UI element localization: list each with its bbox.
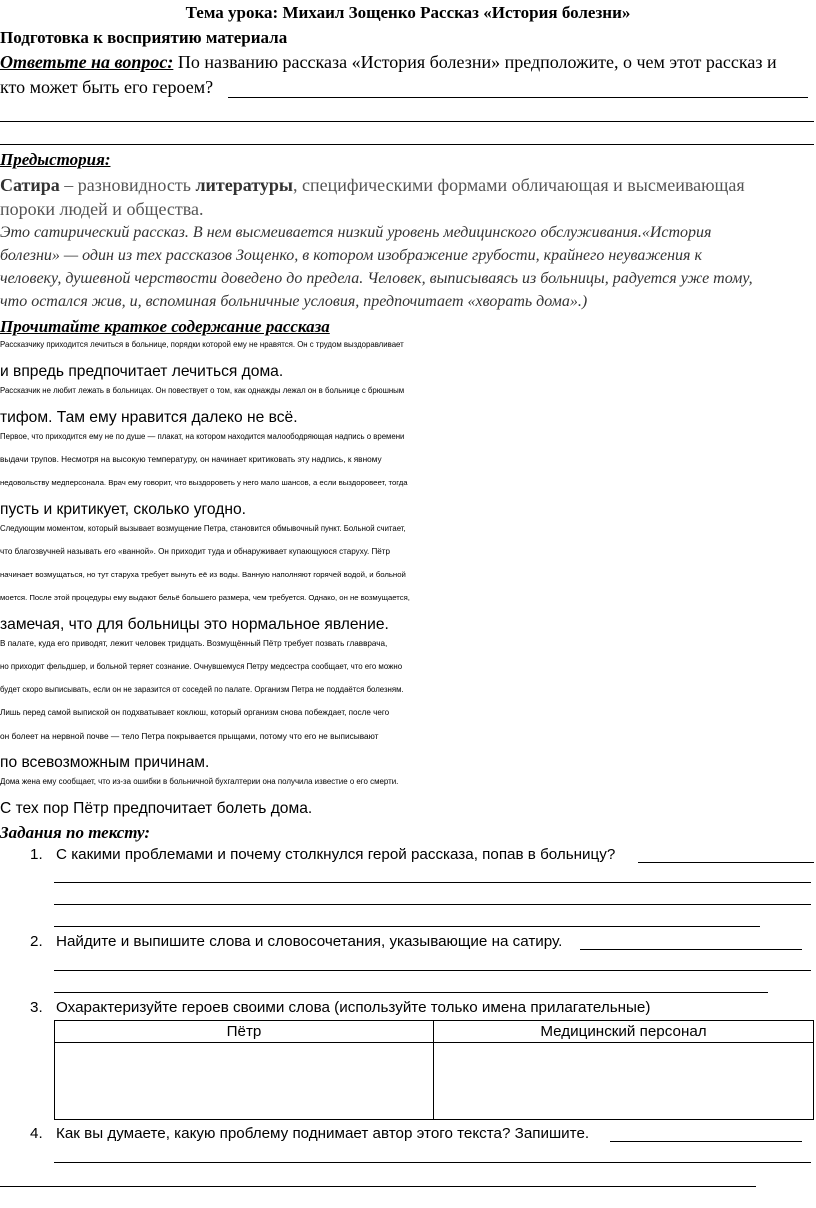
italic-line: человеку, душевной черствости доведено до предела. Человек, выписываясь из больницы, радуется уже тому, [0, 270, 753, 287]
literature-term: литературы [195, 175, 293, 195]
answer-line[interactable] [54, 904, 811, 905]
summary-line: моется. После этой процедуры ему выдают бельё большего размера, чем требуется. Однако, он не возмущается, [0, 593, 410, 602]
answer-line[interactable] [638, 862, 814, 863]
satire-term: Сатира [0, 175, 60, 195]
summary-line: недовольству медперсонала. Врач ему говорит, что выздороветь у него мало шансов, а если выздоровеет, тогда [0, 478, 408, 487]
satire-def-part: , специфическими формами обличающая и высмеивающая [292, 175, 745, 195]
summary-line: он болеет на нервной почве — тело Петра покрывается прыщами, потому что его не выписывают [0, 731, 379, 741]
answer-line[interactable] [0, 144, 814, 145]
answer-line[interactable] [580, 949, 802, 950]
answer-line[interactable] [54, 882, 811, 883]
answer-line[interactable] [54, 1162, 811, 1163]
question-line-2: кто может быть его героем? [0, 77, 214, 97]
task-1-text: С какими проблемами и почему столкнулся герой рассказа, попав в больницу? [56, 846, 616, 863]
italic-line: Это сатирический рассказ. В нем высмеивается низкий уровень медицинского обслуживания.«История [0, 224, 712, 241]
prehistory-heading: Предыстория: [0, 150, 111, 169]
answer-line[interactable] [0, 121, 814, 122]
table-row [55, 1043, 814, 1120]
satire-definition [0, 175, 745, 196]
summary-line: Следующим моментом, который вызывает возмущение Петра, становится обмывочный пункт. Больной считает, [0, 524, 406, 533]
table-header-medical-staff: Медицинский персонал [434, 1021, 814, 1043]
summary-line: С тех пор Пётр предпочитает болеть дома. [0, 800, 313, 817]
answer-line[interactable] [54, 992, 768, 993]
answer-line[interactable] [54, 926, 760, 927]
characters-table [54, 1020, 814, 1120]
summary-line: Рассказчик не любит лежать в больницах. Он повествует о том, как однажды лежал он в больнице с брюшным [0, 386, 405, 395]
task-2-text: Найдите и выпишите слова и словосочетания, указывающие на сатиру. [56, 933, 563, 950]
task-number: 2. [30, 933, 43, 950]
table-header-petr: Пётр [55, 1021, 434, 1043]
summary-line: замечая, что для больницы это нормальное явление. [0, 616, 389, 633]
summary-line: что благозвучней называть его «ванной». Он приходит туда и обнаруживает купающуюся старуху. Пётр [0, 547, 390, 556]
answer-line[interactable] [228, 97, 808, 98]
tasks-heading: Задания по тексту: [0, 823, 151, 842]
task-number: 4. [30, 1125, 43, 1142]
task-4-text: Как вы думаете, какую проблему поднимает автор этого текста? Запишите. [56, 1125, 590, 1142]
summary-line: будет скоро выписывать, если он не заразится от соседей по палате. Организм Петра не поддаётся болезням. [0, 685, 404, 694]
table-cell-medical-staff[interactable] [434, 1043, 814, 1120]
summary-line: тифом. Там ему нравится далеко не всё. [0, 409, 298, 426]
summary-line: но приходит фельдшер, и больной теряет сознание. Очнувшемуся Петру медсестра сообщает, что его можно [0, 662, 403, 671]
summary-line: пусть и критикует, сколько угодно. [0, 501, 246, 518]
question-text-1: По названию рассказа «История болезни» предположите, о чем этот рассказ и [173, 52, 777, 72]
summary-heading: Прочитайте краткое содержание рассказа [0, 317, 330, 336]
summary-line: выдачи трупов. Несмотря на высокую температуру, он начинает критиковать эту надпись, к явному [0, 455, 382, 464]
task-number: 1. [30, 846, 43, 863]
prep-heading: Подготовка к восприятию материала [0, 28, 288, 47]
question-label: Ответьте на вопрос: [0, 52, 174, 72]
task-number: 3. [30, 999, 43, 1016]
summary-line: Первое, что приходится ему не по душе — плакат, на котором находится малоободряющая надпись о времени [0, 432, 405, 441]
summary-line: Рассказчику приходится лечиться в больнице, порядки которой ему не нравятся. Он с трудом выздоравливает [0, 340, 404, 349]
answer-line[interactable] [54, 970, 811, 971]
summary-line: и впредь предпочитает лечиться дома. [0, 363, 284, 380]
summary-line: Лишь перед самой выпиской он подхватывает коклюш, который организм снова побеждает, после чего [0, 708, 390, 717]
answer-line[interactable] [0, 1186, 756, 1187]
italic-line: болезни» — один из тех рассказов Зощенко, в котором изображение грубости, крайнего неуважения к [0, 247, 702, 264]
satire-def-part: – разновидность [59, 175, 196, 195]
answer-line[interactable] [610, 1141, 802, 1142]
question-line-1 [0, 52, 777, 73]
satire-definition-line-2: пороки людей и общества. [0, 199, 204, 219]
page-title: Тема урока: Михаил Зощенко Рассказ «История болезни» [185, 3, 631, 22]
summary-line: В палате, куда его приводят, лежит человек тридцать. Возмущённый Пётр требует позвать главврача, [0, 639, 388, 648]
summary-line: начинает возмущаться, но тут старуха требует вынуть её из воды. Ванную наполняют горячей водой, и больной [0, 570, 406, 579]
table-header-row [55, 1021, 814, 1043]
table-cell-petr[interactable] [55, 1043, 434, 1120]
summary-line: Дома жена ему сообщает, что из-за ошибки в больничной бухгалтерии она получила известие о его смерти. [0, 777, 399, 786]
italic-line: что остался жив, и, вспоминая больничные условия, предпочитает «хворать дома».) [0, 293, 588, 310]
task-3-text: Охарактеризуйте героев своими слова (используйте только имена прилагательные) [56, 999, 651, 1016]
summary-line: по всевозможным причинам. [0, 754, 210, 771]
